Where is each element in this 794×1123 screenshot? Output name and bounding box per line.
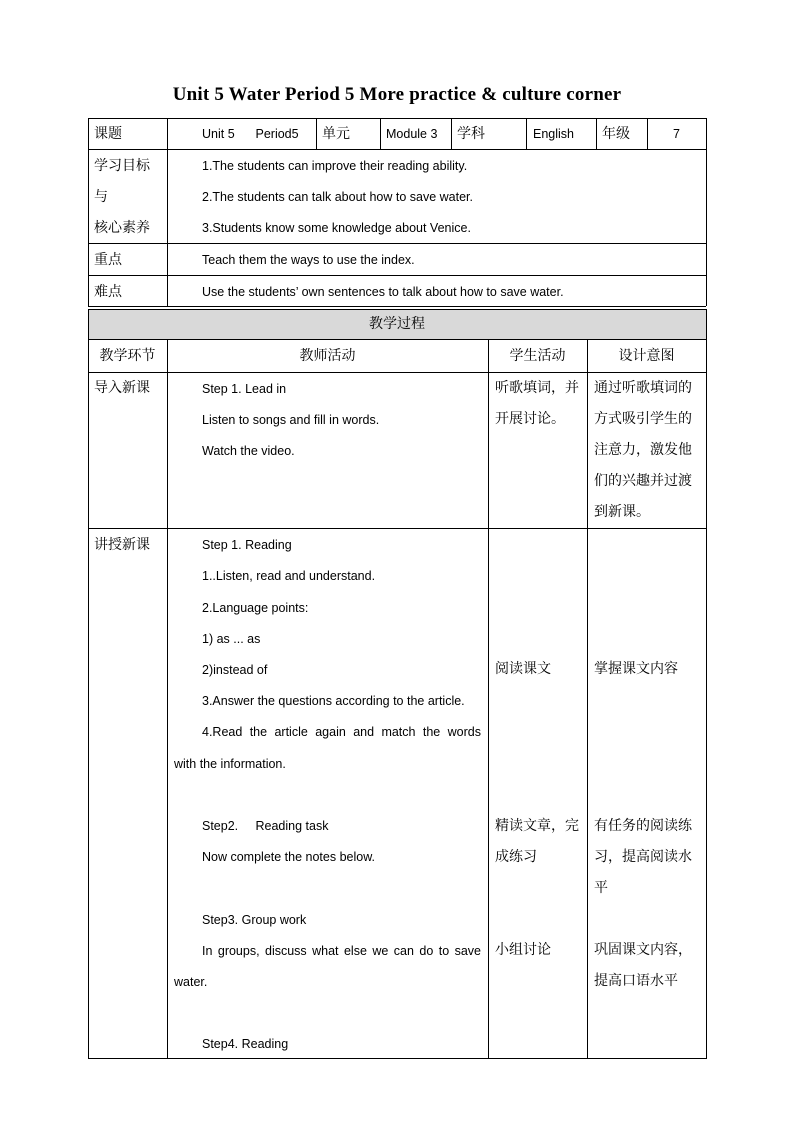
- table-border: [706, 118, 707, 306]
- row-divider: [88, 275, 706, 276]
- intro-design-line: 注意力，激发他: [594, 442, 692, 458]
- objective-item: 3.Students know some knowledge about Venice.: [202, 221, 471, 235]
- col-divider: [167, 118, 168, 306]
- intro-design-line: 们的兴趣并过渡: [594, 473, 692, 489]
- intro-teacher-line: Listen to songs and fill in words.: [202, 413, 380, 427]
- process-header: 教学过程: [369, 316, 425, 332]
- objectives-label-line: 核心素养: [94, 220, 150, 236]
- key-point-label: 重点: [94, 252, 122, 268]
- unit-value: Module 3: [386, 127, 438, 141]
- new-lesson-teacher-line: 3.Answer the questions according to the article.: [202, 694, 465, 708]
- objectives-label-line: 学习目标: [94, 158, 150, 174]
- row-divider: [88, 149, 706, 150]
- table-border: [88, 118, 706, 119]
- row-divider: [88, 339, 706, 340]
- course-label: 课题: [94, 126, 122, 142]
- intro-student-line: 开展讨论。: [495, 411, 565, 427]
- row-divider: [88, 243, 706, 244]
- subject-label: 学科: [457, 126, 485, 142]
- new-lesson-teacher-line: water.: [174, 975, 208, 989]
- unit-label: 单元: [322, 126, 350, 142]
- col-divider: [167, 339, 168, 1059]
- grade-value: 7: [673, 127, 680, 141]
- new-lesson-teacher-line: 1) as ... as: [202, 632, 261, 646]
- row-divider: [88, 372, 706, 373]
- col-divider: [596, 118, 597, 149]
- new-lesson-design-line: 有任务的阅读练: [594, 818, 692, 834]
- new-lesson-teacher-line: Step 1. Reading: [202, 538, 292, 552]
- new-lesson-teacher-line: 4.Read the article again and match the words: [202, 725, 481, 739]
- table-border: [706, 309, 707, 1059]
- new-lesson-teacher-line: Step3. Group work: [202, 913, 307, 927]
- col-divider: [316, 118, 317, 149]
- objective-item: 1.The students can improve their reading ability.: [202, 159, 468, 173]
- new-lesson-teacher-line: Now complete the notes below.: [202, 850, 376, 864]
- row-divider: [88, 306, 706, 307]
- subject-value: English: [533, 127, 574, 141]
- new-lesson-design-line: 平: [594, 880, 608, 896]
- row-divider: [88, 309, 706, 310]
- col-divider: [526, 118, 527, 149]
- table-border: [88, 1058, 706, 1059]
- new-lesson-design-line: 提高口语水平: [594, 973, 678, 989]
- col-divider: [647, 118, 648, 149]
- table-border: [88, 118, 89, 306]
- new-lesson-teacher-line: 2)instead of: [202, 663, 268, 677]
- new-lesson-stage: 讲授新课: [94, 537, 150, 553]
- new-lesson-student-line: 成练习: [495, 849, 537, 865]
- intro-stage: 导入新课: [94, 380, 150, 396]
- new-lesson-student-line: 精读文章，完: [495, 818, 579, 834]
- column-header-design: 设计意图: [618, 348, 675, 364]
- page-title: Unit 5 Water Period 5 More practice & culture corner: [172, 84, 622, 105]
- intro-teacher-line: Step 1. Lead in: [202, 382, 287, 396]
- col-divider: [380, 118, 381, 149]
- intro-student-line: 听歌填词，并: [495, 380, 579, 396]
- new-lesson-teacher-line: 2.Language points:: [202, 601, 309, 615]
- new-lesson-design-line: 习，提高阅读水: [594, 849, 692, 865]
- intro-design-line: 通过听歌填词的: [594, 380, 692, 396]
- new-lesson-teacher-line: 1..Listen, read and understand.: [202, 569, 376, 583]
- new-lesson-teacher-line: In groups, discuss what else we can do to save: [202, 944, 481, 958]
- objective-item: 2.The students can talk about how to save water.: [202, 190, 473, 204]
- objectives-label-line: 与: [94, 189, 108, 205]
- new-lesson-student-line: 小组讨论: [495, 942, 551, 958]
- intro-teacher-line: Watch the video.: [202, 444, 295, 458]
- difficulty-text: Use the students’ own sentences to talk about how to save water.: [202, 285, 564, 299]
- col-divider: [587, 339, 588, 1059]
- column-header-stage: 教学环节: [99, 348, 156, 364]
- new-lesson-design-line: 巩固课文内容，: [594, 942, 692, 958]
- grade-label: 年级: [602, 126, 630, 142]
- col-divider: [451, 118, 452, 149]
- difficulty-label: 难点: [94, 284, 122, 300]
- intro-design-line: 方式吸引学生的: [594, 411, 692, 427]
- new-lesson-design-line: 掌握课文内容: [594, 661, 678, 677]
- new-lesson-teacher-line: Step2. Reading task: [202, 819, 329, 833]
- key-point-text: Teach them the ways to use the index.: [202, 253, 415, 267]
- intro-design-line: 到新课。: [594, 504, 650, 520]
- new-lesson-student-line: 阅读课文: [495, 661, 551, 677]
- table-border: [88, 309, 89, 1059]
- column-header-student: 学生活动: [509, 348, 566, 364]
- new-lesson-teacher-line: with the information.: [174, 757, 286, 771]
- column-header-teacher: 教师活动: [299, 348, 356, 364]
- new-lesson-teacher-line: Step4. Reading: [202, 1037, 289, 1051]
- col-divider: [488, 339, 489, 1059]
- row-divider: [88, 528, 706, 529]
- course-value: Unit 5 Period5: [202, 127, 299, 141]
